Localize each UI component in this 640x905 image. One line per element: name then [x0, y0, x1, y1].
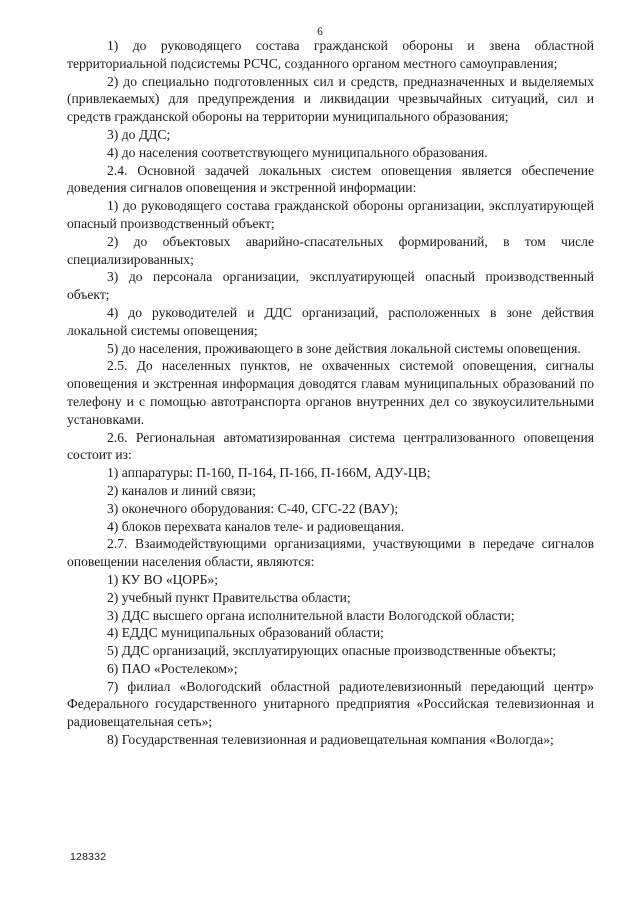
paragraph: 2) каналов и линий связи; [107, 482, 256, 498]
paragraph: 3) до ДДС; [107, 126, 171, 142]
paragraph: 5) ДДС организаций, эксплуатирующих опасные производственные объекты; [107, 643, 557, 659]
paragraph: 3) ДДС высшего органа исполнительной власти Вологодской области; [107, 607, 515, 623]
paragraph: 8) Государственная телевизионная и радиовещательная компания «Вологда»; [107, 732, 554, 748]
paragraph: 6) ПАО «Ростелеком»; [107, 660, 238, 676]
paragraph: 2.7. Взаимодействующими организациями, участвующими в передаче сигналов оповещении населения области, являются: [67, 536, 594, 570]
paragraph: 2) учебный пункт Правительства области; [107, 589, 351, 605]
paragraph: 1) до руководящего состава гражданской обороны организации, эксплуатирующей опасный производственный объект; [67, 198, 594, 231]
paragraph: 2) до специально подготовленных сил и средств, предназначенных и выделяемых (привлекаемых) для предупреждения и ликвидации чрезвычайных ситуаций, сил и средств гражданской обороны на территории муниципального образования; [67, 73, 594, 125]
paragraph: 2.5. До населенных пунктов, не охваченных системой оповещения, сигналы оповещения и экстренная информация доводятся главам муниципальных образований по телефону и с помощью автотранспорта органов внутренних дел со звукоусилительными установками. [67, 358, 594, 427]
paragraph: 2.4. Основной задачей локальных систем оповещения является обеспечение доведения сигналов оповещения и экстренной информации: [67, 162, 594, 196]
document-body [67, 37, 594, 749]
paragraph: 4) до руководителей и ДДС организаций, расположенных в зоне действия локальной системы оповещения; [67, 304, 594, 338]
page-number: 6 [317, 26, 323, 38]
paragraph: 1) до руководящего состава гражданской обороны и звена областной территориальной подсистемы РСЧС, созданного органом местного самоуправления; [67, 38, 594, 71]
paragraph: 2) до объектовых аварийно-спасательных формирований, в том числе специализированных; [67, 233, 594, 267]
paragraph: 7) филиал «Вологодский областной радиотелевизионный передающий центр» Федерального государственного унитарного предприятия «Российская телевизионная и радиовещательная сеть»; [67, 678, 594, 730]
paragraph: 5) до населения, проживающего в зоне действия локальной системы оповещения. [107, 340, 581, 356]
paragraph: 1) КУ ВО «ЦОРБ»; [107, 571, 219, 587]
paragraph: 3) до персонала организации, эксплуатирующей опасный производственный объект; [67, 269, 594, 303]
document-code: 128332 [70, 851, 107, 863]
paragraph: 3) оконечного оборудования: С-40, СГС-22 (ВАУ); [107, 500, 399, 516]
paragraph: 4) блоков перехвата каналов теле- и радиовещания. [107, 518, 405, 534]
paragraph: 2.6. Региональная автоматизированная система централизованного оповещения состоит из: [67, 429, 594, 463]
paragraph: 1) аппаратуры: П-160, П-164, П-166, П-166М, АДУ-ЦВ; [107, 465, 431, 481]
paragraph: 4) до населения соответствующего муниципального образования. [107, 144, 488, 160]
paragraph: 4) ЕДДС муниципальных образований области; [107, 625, 384, 641]
